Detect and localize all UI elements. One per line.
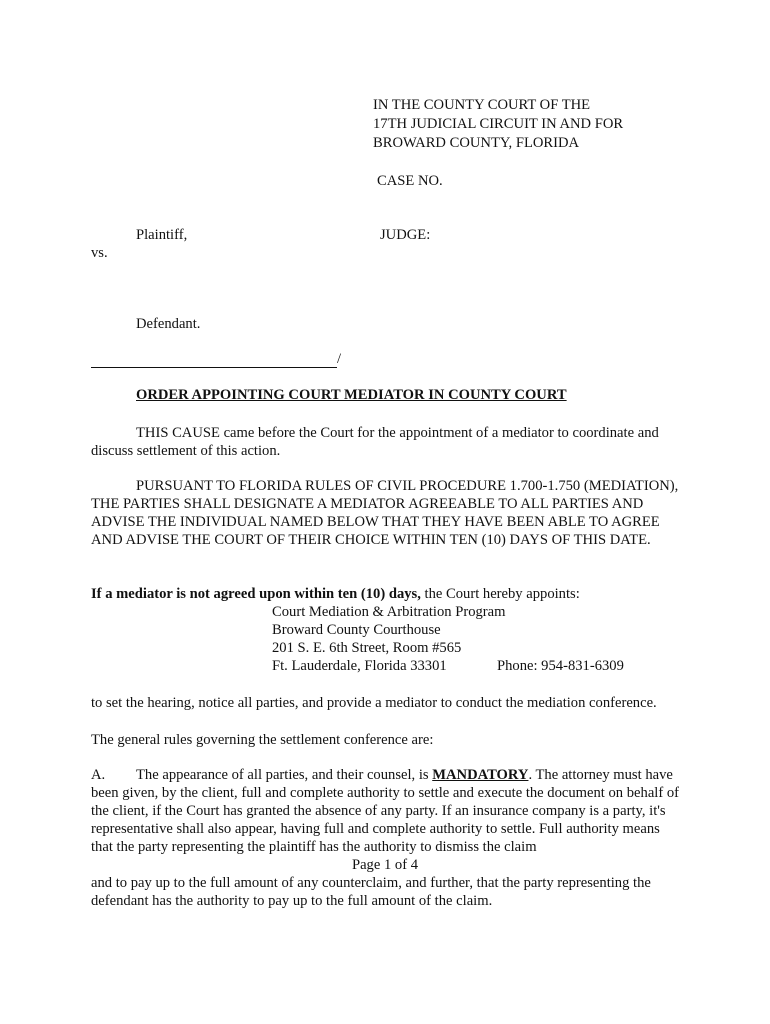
court-caption	[373, 96, 623, 153]
court-caption-line3: BROWARD COUNTY, FLORIDA	[373, 135, 580, 151]
order-title: ORDER APPOINTING COURT MEDIATOR IN COUNTY COURT	[136, 387, 567, 403]
rule-a-text-post: . The attorney must have been given, by the client, full and complete authority to settle and execute the document on behalf of the client, if the Court has granted the absence of any party. If an insurance company is a party, it's representative shall also appear, having full and complete authority to settle. Full authority means that the party representing the plaintiff has the authority to dismiss the claim	[91, 767, 680, 855]
mediator-phone: Phone: 954-831-6309	[497, 658, 624, 674]
plaintiff-label: Plaintiff,	[136, 227, 188, 243]
rule-a-mandatory: MANDATORY	[432, 767, 529, 783]
caption-slash: /	[337, 351, 342, 367]
paragraph-pursuant: PURSUANT TO FLORIDA RULES OF CIVIL PROCEDURE 1.700-1.750 (MEDIATION), THE PARTIES SHALL DESIGNATE A MEDIATOR AGREEABLE TO ALL PARTIES AND ADVISE THE INDIVIDUAL NAMED BELOW THAT THEY HAVE BEEN ABLE TO AGREE AND ADVISE THE COURT OF THEIR CHOICE WITHIN TEN (10) DAYS OF THIS DATE.	[91, 478, 679, 548]
versus-label: vs.	[91, 245, 108, 261]
defendant-label: Defendant.	[136, 316, 201, 332]
rule-a-label: A.	[91, 767, 106, 783]
paragraph-set-hearing: to set the hearing, notice all parties, and provide a mediator to conduct the mediation conference.	[91, 695, 657, 711]
address-line3: 201 S. E. 6th Street, Room #565	[272, 640, 462, 656]
address-line4: Ft. Lauderdale, Florida 33301	[272, 658, 447, 674]
rule-a-paragraph	[91, 766, 681, 856]
case-number-label: CASE NO.	[377, 173, 443, 189]
paragraph-appointment	[91, 585, 686, 603]
address-line2: Broward County Courthouse	[272, 622, 441, 638]
court-caption-line1: IN THE COUNTY COURT OF THE	[373, 97, 591, 113]
appointment-condition: If a mediator is not agreed upon within ten (10) days,	[91, 586, 421, 602]
page-number: Page 1 of 4	[351, 857, 419, 873]
paragraph-continued: and to pay up to the full amount of any counterclaim, and further, that the party representing the defendant has the authority to pay up to the full amount of the claim.	[91, 875, 651, 909]
caption-divider	[91, 350, 341, 368]
paragraph-cause: THIS CAUSE came before the Court for the appointment of a mediator to coordinate and discuss settlement of this action.	[91, 425, 659, 459]
mediator-address	[272, 603, 505, 675]
rule-a-text-pre: The appearance of all parties, and their counsel, is	[136, 767, 433, 783]
appointment-text: the Court hereby appoints:	[420, 586, 580, 602]
judge-label: JUDGE:	[380, 227, 431, 243]
caption-rule	[91, 353, 337, 368]
address-line1: Court Mediation & Arbitration Program	[272, 604, 506, 620]
court-caption-line2: 17TH JUDICIAL CIRCUIT IN AND FOR	[373, 116, 624, 132]
paragraph-general-rules: The general rules governing the settlement conference are:	[91, 732, 434, 748]
